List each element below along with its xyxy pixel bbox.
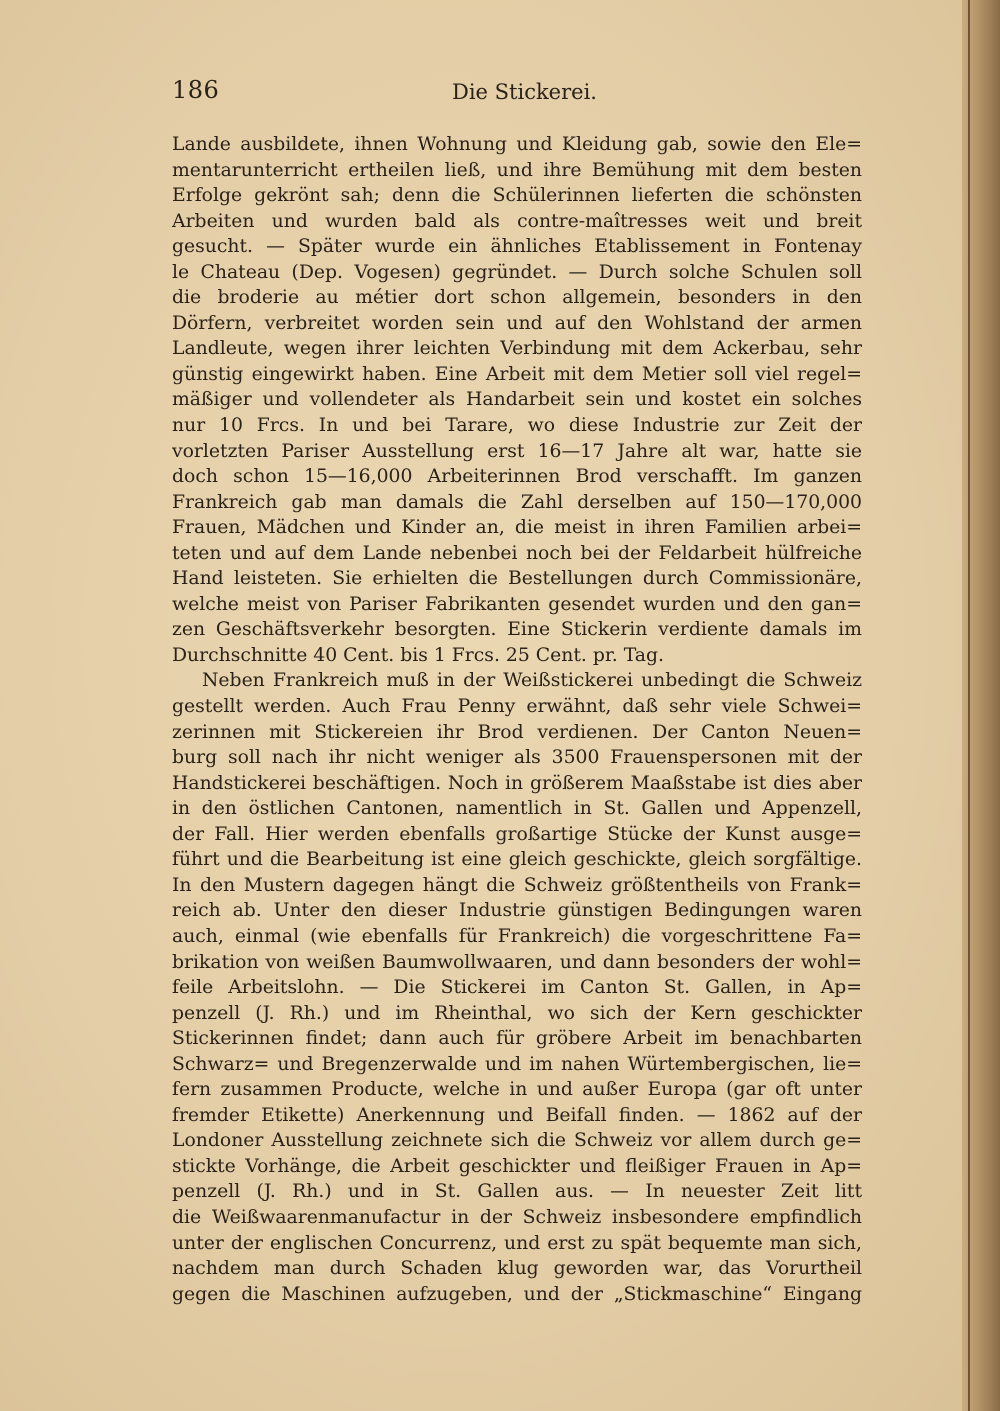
text-line: die Weißwaarenmanufactur in der Schweiz insbesondere empfindlich: [172, 1206, 862, 1228]
text-line: penzell (J. Rh.) und im Rheinthal, wo sich der Kern geschickter: [172, 1002, 862, 1024]
page-header: [172, 76, 862, 112]
text-line: unter der englischen Concurrenz, und erst zu spät bequemte man sich,: [172, 1232, 862, 1254]
text-line: Dörfern, verbreitet worden sein und auf den Wohlstand der armen: [172, 312, 862, 334]
text-line: burg soll nach ihr nicht weniger als 3500 Frauenspersonen mit der: [172, 747, 862, 769]
text-line: welche meist von Pariser Fabrikanten gesendet wurden und den gan=: [172, 593, 862, 615]
running-title: Die Stickerei.: [452, 80, 597, 104]
text-line: Londoner Ausstellung zeichnete sich die Schweiz vor allem durch ge=: [172, 1130, 862, 1152]
text-line: vorletzten Pariser Ausstellung erst 16—17 Jahre alt war, hatte sie: [172, 440, 862, 462]
text-line: In den Mustern dagegen hängt die Schweiz größtentheils von Frank=: [172, 874, 862, 896]
text-line: fremder Etikette) Anerkennung und Beifall finden. — 1862 auf der: [172, 1104, 862, 1126]
text-line: in den östlichen Cantonen, namentlich in St. Gallen und Appenzell,: [172, 798, 862, 820]
text-line: Landleute, wegen ihrer leichten Verbindung mit dem Ackerbau, sehr: [172, 338, 862, 360]
text-line: reich ab. Unter den dieser Industrie günstigen Bedingungen waren: [172, 900, 862, 922]
text-line: Neben Frankreich muß in der Weißstickerei unbedingt die Schweiz: [202, 670, 862, 692]
text-line: penzell (J. Rh.) und in St. Gallen aus. — In neuester Zeit litt: [172, 1181, 862, 1203]
text-line: auch, einmal (wie ebenfalls für Frankreich) die vorgeschrittene Fa=: [172, 925, 862, 947]
text-line: Erfolge gekrönt sah; denn die Schülerinnen lieferten die schönsten: [172, 185, 862, 207]
text-line: Durchschnitte 40 Cent. bis 1 Frcs. 25 Cent. pr. Tag.: [172, 644, 664, 666]
text-line: gestellt werden. Auch Frau Penny erwähnt, daß sehr viele Schwei=: [172, 696, 862, 718]
text-line: le Chateau (Dep. Vogesen) gegründet. — Durch solche Schulen soll: [172, 261, 862, 283]
text-line: Lande ausbildete, ihnen Wohnung und Kleidung gab, sowie den Ele=: [172, 134, 862, 155]
text-line: Handstickerei beschäftigen. Noch in größerem Maaßstabe ist dies aber: [172, 772, 862, 794]
text-line: stickte Vorhänge, die Arbeit geschickter und fleißiger Frauen in Ap=: [172, 1155, 862, 1177]
spine-edge-line: [968, 0, 970, 1411]
text-line: die broderie au métier dort schon allgemein, besonders in den: [172, 287, 862, 309]
text-line: gesucht. — Später wurde ein ähnliches Etablissement in Fontenay: [172, 236, 862, 258]
text-line: gegen die Maschinen aufzugeben, und der „Stickmaschine“ Eingang: [172, 1283, 862, 1305]
text-line: nur 10 Frcs. In und bei Tarare, wo diese Industrie zur Zeit der: [172, 415, 862, 437]
text-line: Frankreich gab man damals die Zahl derselben auf 150—170,000: [172, 491, 862, 513]
text-line: der Fall. Hier werden ebenfalls großartige Stücke der Kunst ausge=: [172, 823, 862, 845]
text-line: mäßiger und vollendeter als Handarbeit sein und kostet ein solches: [172, 389, 862, 411]
page-number: 186: [172, 76, 220, 104]
text-line: günstig eingewirkt haben. Eine Arbeit mit dem Metier soll viel regel=: [172, 363, 862, 385]
text-line: Frauen, Mädchen und Kinder an, die meist in ihren Familien arbei=: [172, 517, 862, 539]
text-line: doch schon 15—16,000 Arbeiterinnen Brod verschafft. Im ganzen: [172, 466, 862, 488]
text-line: zerinnen mit Stickereien ihr Brod verdienen. Der Canton Neuen=: [172, 721, 862, 743]
text-line: nachdem man durch Schaden klug geworden war, das Vorurtheil: [172, 1258, 862, 1280]
text-line: Hand leisteten. Sie erhielten die Bestellungen durch Commissionäre,: [172, 568, 862, 590]
text-line: feile Arbeitslohn. — Die Stickerei im Canton St. Gallen, in Ap=: [172, 977, 862, 999]
text-line: brikation von weißen Baumwollwaaren, und dann besonders der wohl=: [172, 951, 862, 973]
text-line: teten und auf dem Lande nebenbei noch bei der Feldarbeit hülfreiche: [172, 542, 862, 564]
text-line: mentarunterricht ertheilen ließ, und ihre Bemühung mit dem besten: [172, 159, 862, 181]
text-line: Schwarz= und Bregenzerwalde und im nahen Würtembergischen, lie=: [172, 1053, 862, 1075]
text-line: Stickerinnen findet; dann auch für gröbere Arbeit im benachbarten: [172, 1028, 862, 1050]
text-line: führt und die Bearbeitung ist eine gleich geschickte, gleich sorgfältige.: [172, 849, 862, 871]
text-line: Arbeiten und wurden bald als contre-maîtresses weit und breit: [172, 210, 862, 232]
body-text: [172, 132, 862, 1307]
text-line: fern zusammen Producte, welche in und außer Europa (gar oft unter: [172, 1079, 862, 1101]
text-line: zen Geschäftsverkehr besorgten. Eine Stickerin verdiente damals im: [172, 619, 862, 641]
